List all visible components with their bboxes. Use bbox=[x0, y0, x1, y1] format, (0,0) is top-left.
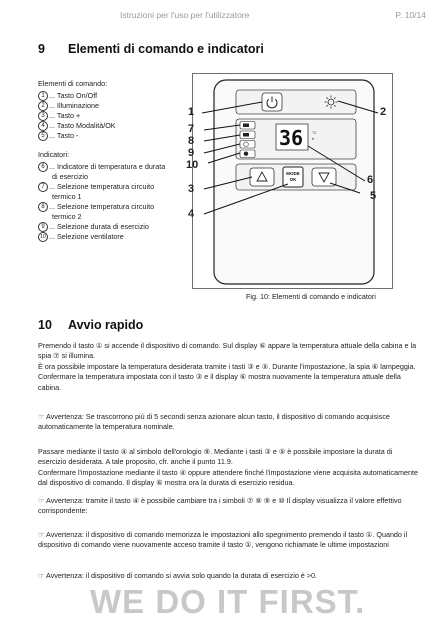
indicator-item-7: 7 ... Selezione temperatura circuito bbox=[38, 182, 165, 192]
callout-5: 5 bbox=[370, 190, 377, 202]
controls-list bbox=[38, 79, 116, 141]
control-item-1: 1 ... Tasto On/Off bbox=[38, 91, 116, 101]
callout-9: 9 bbox=[188, 147, 195, 159]
quickstart-block-1 bbox=[38, 341, 418, 393]
section-9-heading bbox=[38, 42, 264, 56]
warning-block-3 bbox=[38, 530, 418, 551]
indicator-item-6: 6 ... Indicatore di temperatura e durata bbox=[38, 162, 165, 172]
indicator-item-7-cont: termico 1 bbox=[52, 192, 82, 202]
paragraph-2: È ora possibile impostare la temperatura desiderata tramite i tasti ③ e ⑤. Durante l'impostazione, la spia ⑥ lampeggia. bbox=[38, 361, 416, 371]
paragraph-3: Confermare la temperatura impostata con il tasto ③ e il display ⑥ mostra nuovamente la temperatura attuale della cabina. bbox=[38, 372, 401, 392]
warning-block-2 bbox=[38, 496, 418, 517]
paragraph-4: Avvertenza: Se trascorrono più di 5 secondi senza azionare alcun tasto, il dispositivo di comando acquisisce automaticamente la temperatura nominale. bbox=[38, 412, 390, 432]
indicator-item-8: 8 ... Selezione temperatura circuito bbox=[38, 202, 165, 212]
control-item-5: 5 ... Tasto - bbox=[38, 131, 116, 141]
page-number: P. 10/14 bbox=[395, 10, 426, 20]
section-10-heading bbox=[38, 318, 143, 332]
paragraph-1: Premendo il tasto ① si accende il dispositivo di comando. Sul display ⑥ appare la temperatura attuale della cabina e la spia ⑦ si illumina. bbox=[38, 341, 417, 361]
callout-6: 6 bbox=[367, 174, 374, 186]
callout-2: 2 bbox=[380, 106, 387, 118]
pointing-hand-icon: ☞ bbox=[38, 412, 47, 421]
section-9-number: 9 bbox=[38, 42, 45, 56]
figure-caption: Fig. 10: Elementi di comando e indicatori bbox=[246, 292, 376, 301]
paragraph-5: Passare mediante il tasto ④ al simbolo dell'orologio ⑨. Mediante i tasti ③ e ⑤ è possibile impostare la durata di esercizio desiderata. A tale proposito, cfr. anche il punto 11.9. bbox=[38, 447, 393, 467]
indicator-item-6-cont: di esercizio bbox=[52, 172, 88, 182]
quickstart-block-2 bbox=[38, 447, 418, 489]
pointing-hand-icon: ☞ bbox=[38, 496, 47, 505]
controls-title: Elementi di comando: bbox=[38, 79, 108, 88]
indicators-list bbox=[38, 150, 165, 242]
paragraph-7: Avvertenza: tramite il tasto ④ è possibile cambiare tra i simboli ⑦ ⑧ ⑨ e ⑩ Il display visualizza il valore effettivo corrispondente: bbox=[38, 496, 402, 516]
svg-text:h: h bbox=[312, 136, 315, 141]
callout-4: 4 bbox=[188, 208, 195, 220]
paragraph-6: Confermare l'impostazione mediante il tasto ④ oppure attendere finché l'impostazione viene acquisita automaticamente dal dispositivo di comando. Il display ⑥ mostra ora la durata di esercizio residua. bbox=[38, 467, 418, 488]
control-item-3: 3 ... Tasto + bbox=[38, 111, 116, 121]
control-item-2: 2 ... Illuminazione bbox=[38, 101, 116, 111]
indicators-title: Indicatori: bbox=[38, 150, 70, 159]
warning-block-1 bbox=[38, 412, 418, 433]
document-header-title: Istruzioni per l'uso per l'utilizzatore bbox=[120, 10, 250, 20]
top-button-bar bbox=[236, 90, 356, 114]
warning-block-4 bbox=[38, 571, 418, 581]
callout-7: 7 bbox=[188, 123, 195, 135]
section-10-number: 10 bbox=[38, 318, 52, 332]
footer-slogan: WE DO IT FIRST. bbox=[90, 583, 366, 620]
svg-text:°C: °C bbox=[312, 130, 317, 135]
paragraph-9: Avvertenza: il dispositivo di comando si avvia solo quando la durata di esercizio è >0. bbox=[46, 571, 317, 580]
indicator-item-10: 10 ... Selezione ventilatore bbox=[38, 232, 165, 242]
callout-10: 10 bbox=[186, 159, 199, 171]
indicator-item-9: 9 ... Selezione durata di esercizio bbox=[38, 222, 165, 232]
svg-text:MODE: MODE bbox=[286, 171, 300, 176]
section-9-title: Elementi di comando e indicatori bbox=[68, 42, 264, 56]
svg-text:OK: OK bbox=[289, 177, 297, 182]
control-panel-figure bbox=[186, 73, 393, 303]
callout-8: 8 bbox=[188, 135, 195, 147]
pointing-hand-icon: ☞ bbox=[38, 530, 47, 539]
pointing-hand-icon: ☞ bbox=[38, 571, 47, 580]
paragraph-8: Avvertenza: il dispositivo di comando memorizza le impostazioni allo spegnimento premendo il tasto ①. Quando il dispositivo di comando viene nuovamente acceso tramite il tasto ①, vengono richiamate le ultime impostazioni bbox=[38, 530, 408, 550]
section-10-title: Avvio rapido bbox=[68, 318, 144, 332]
callout-3: 3 bbox=[188, 183, 195, 195]
duration-indicator bbox=[240, 141, 255, 149]
plus-button bbox=[250, 168, 274, 186]
callout-1: 1 bbox=[188, 106, 195, 118]
control-item-4: 4 ... Tasto Modalità/OK bbox=[38, 121, 116, 131]
indicator-item-8-cont: termico 2 bbox=[52, 212, 82, 222]
display-value: 36 bbox=[278, 126, 304, 150]
